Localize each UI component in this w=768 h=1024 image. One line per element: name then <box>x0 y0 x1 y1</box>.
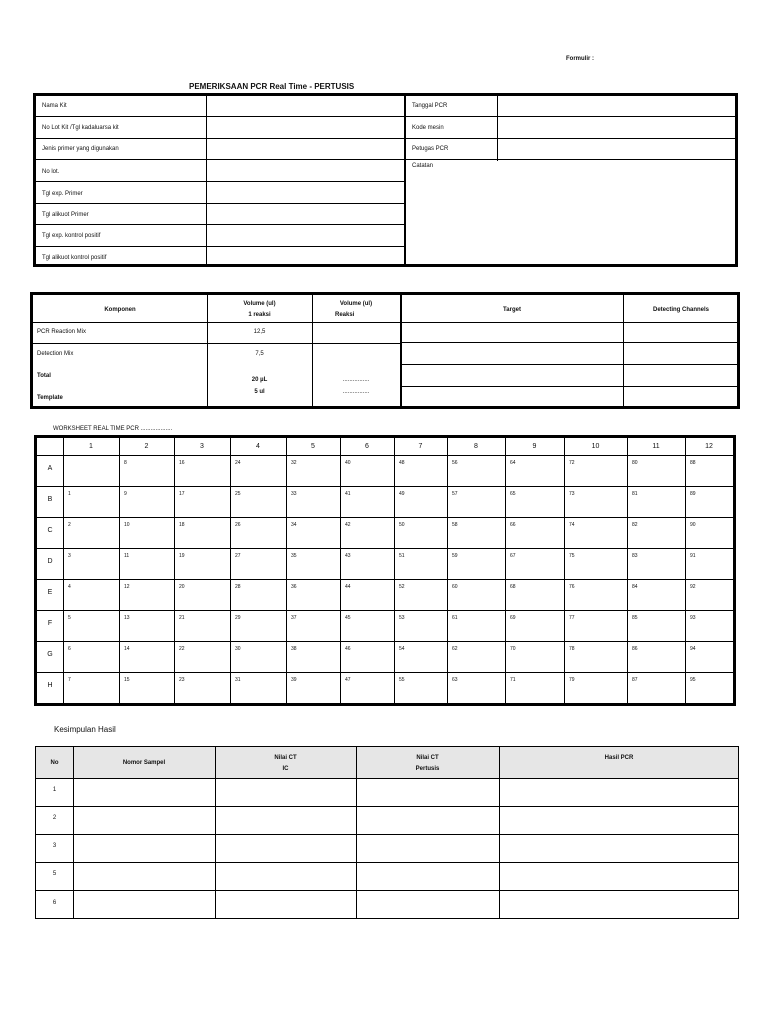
worksheet-cell-number: 47 <box>345 677 351 683</box>
label-catatan: Catatan <box>412 163 434 169</box>
label-nama-kit: Nama Kit <box>42 103 67 109</box>
volume-detection-mix: 7,5 <box>255 351 264 357</box>
worksheet-cell-number: 12 <box>124 584 130 590</box>
worksheet-column-header: 2 <box>144 443 149 450</box>
worksheet-cell-number: 53 <box>399 615 405 621</box>
result-row-number: 3 <box>52 843 57 849</box>
label-tgl-alikuot-primer: Tgl alikuot Primer <box>42 212 89 218</box>
worksheet-cell-number: 45 <box>345 615 351 621</box>
worksheet-cell-number: 83 <box>632 553 638 559</box>
worksheet-cell-number: 42 <box>345 522 351 528</box>
header-target: Target <box>503 307 521 313</box>
worksheet-cell-number: 79 <box>569 677 575 683</box>
worksheet-cell-number: 24 <box>235 460 241 466</box>
header-volume-2-line2: Reaksi <box>335 312 355 318</box>
worksheet-column-header: 9 <box>532 443 537 450</box>
header-komponen: Komponen <box>104 307 136 313</box>
worksheet-cell-number: 59 <box>452 553 458 559</box>
worksheet-cell-number: 68 <box>510 584 516 590</box>
worksheet-cell-number: 75 <box>569 553 575 559</box>
worksheet-column-header: 8 <box>474 443 478 450</box>
worksheet-cell-number: 20 <box>179 584 185 590</box>
worksheet-cell-number: 62 <box>452 646 458 652</box>
worksheet-cell-number: 15 <box>124 677 130 683</box>
worksheet-cell-number: 88 <box>690 460 696 466</box>
worksheet-cell-number: 50 <box>399 522 405 528</box>
worksheet-cell-number: 9 <box>124 491 127 497</box>
worksheet-cell-number: 55 <box>399 677 405 683</box>
worksheet-cell-number: 67 <box>510 553 516 559</box>
formulir-label: Formulir : <box>566 56 594 62</box>
worksheet-cell-number: 40 <box>345 460 351 466</box>
worksheet-cell-number: 78 <box>569 646 575 652</box>
worksheet-cell-number: 95 <box>690 677 696 683</box>
label-no-lot-kit: No Lot Kit /Tgl kadaluarsa kit <box>42 125 119 131</box>
worksheet-cell-number: 3 <box>68 553 71 559</box>
worksheet-row-header: C <box>47 527 53 534</box>
worksheet-column-header: 11 <box>652 443 660 450</box>
worksheet-row-header: D <box>47 558 53 565</box>
worksheet-cell-number: 58 <box>452 522 458 528</box>
header-volume-2-line1: Volume (ul) <box>339 301 373 307</box>
worksheet-cell-number: 80 <box>632 460 638 466</box>
worksheet-row-header: E <box>47 589 53 596</box>
worksheet-cell-number: 19 <box>179 553 185 559</box>
page-title: PEMERIKSAAN PCR Real Time - PERTUSIS <box>189 82 355 91</box>
template-reaction-dots: ................ <box>342 389 370 395</box>
row-pcr-reaction-mix: PCR Reaction Mix <box>37 329 87 335</box>
results-title: Kesimpulan Hasil <box>54 725 116 734</box>
worksheet-row-header: A <box>47 465 53 472</box>
worksheet-cell-number: 60 <box>452 584 458 590</box>
worksheet-cell-number: 26 <box>235 522 241 528</box>
worksheet-cell-number: 41 <box>345 491 351 497</box>
result-row-number: 1 <box>52 787 57 793</box>
worksheet-cell-number: 64 <box>510 460 516 466</box>
worksheet-cell-number: 69 <box>510 615 516 621</box>
volume-pcr-reaction-mix: 12,5 <box>253 329 266 335</box>
worksheet-row-header: B <box>47 496 53 503</box>
worksheet-cell-number: 10 <box>124 522 130 528</box>
worksheet-cell-number: 14 <box>124 646 130 652</box>
header-volume-1-line2: 1 reaksi <box>248 312 271 318</box>
header-ct-ic-line2: IC <box>282 766 289 772</box>
worksheet-cell-number: 35 <box>291 553 297 559</box>
worksheet-column-header: 4 <box>256 443 260 450</box>
worksheet-cell-number: 8 <box>124 460 127 466</box>
header-volume-1-line1: Volume (ul) <box>243 301 276 307</box>
worksheet-cell-number: 44 <box>345 584 351 590</box>
worksheet-cell-number: 21 <box>179 615 185 621</box>
worksheet-cell-number: 27 <box>235 553 241 559</box>
worksheet-cell-number: 2 <box>68 522 71 528</box>
total-reaction-dots: ................ <box>342 377 370 383</box>
worksheet-cell-number: 86 <box>632 646 638 652</box>
header-no: No <box>50 760 59 766</box>
result-row-number: 6 <box>52 900 57 906</box>
worksheet-cell-number: 29 <box>235 615 241 621</box>
worksheet-cell-number: 4 <box>68 584 71 590</box>
header-nomor-sampel: Nomor Sampel <box>122 760 166 766</box>
worksheet-cell-number: 73 <box>569 491 575 497</box>
worksheet-cell-number: 87 <box>632 677 638 683</box>
worksheet-cell-number: 32 <box>291 460 297 466</box>
worksheet-column-header: 1 <box>89 443 93 450</box>
header-ct-pertusis-line1: Nilai CT <box>416 755 439 761</box>
worksheet-cell-number: 82 <box>632 522 638 528</box>
worksheet-title: WORKSHEET REAL TIME PCR ................... <box>53 426 173 432</box>
worksheet-cell-number: 34 <box>291 522 297 528</box>
label-tanggal-pcr: Tanggal PCR <box>412 103 448 109</box>
worksheet-cell-number: 57 <box>452 491 458 497</box>
worksheet-cell-number: 48 <box>399 460 405 466</box>
total-volume: 20 µL <box>251 377 268 383</box>
worksheet-cell-number: 70 <box>510 646 516 652</box>
worksheet-cell-number: 94 <box>690 646 696 652</box>
label-no-lot: No lot. <box>42 169 60 175</box>
label-kode-mesin: Kode mesin <box>412 125 444 131</box>
results-table <box>35 746 739 919</box>
worksheet-cell-number: 5 <box>68 615 71 621</box>
worksheet-cell-number: 23 <box>179 677 185 683</box>
worksheet-cell-number: 22 <box>179 646 185 652</box>
worksheet-column-header: 10 <box>591 443 600 450</box>
worksheet-cell-number: 37 <box>291 615 297 621</box>
label-template: Template <box>37 395 63 401</box>
label-total: Total <box>37 373 51 379</box>
worksheet-cell-number: 61 <box>452 615 458 621</box>
worksheet-row-header: F <box>47 620 53 627</box>
worksheet-cell-number: 89 <box>690 491 696 497</box>
worksheet-cell-number: 74 <box>569 522 575 528</box>
worksheet-row-header: H <box>47 682 53 689</box>
worksheet-cell-number: 84 <box>632 584 638 590</box>
worksheet-cell-number: 36 <box>291 584 297 590</box>
worksheet-cell-number: 71 <box>510 677 516 683</box>
header-hasil-pcr: Hasil PCR <box>604 755 634 761</box>
worksheet-cell-number: 65 <box>510 491 516 497</box>
worksheet-cell-number: 66 <box>510 522 516 528</box>
worksheet-cell-number: 77 <box>569 615 575 621</box>
worksheet-cell-number: 51 <box>399 553 405 559</box>
header-ct-ic-line1: Nilai CT <box>274 755 297 761</box>
worksheet-cell-number: 93 <box>690 615 696 621</box>
worksheet-cell-number: 92 <box>690 584 696 590</box>
worksheet-cell-number: 91 <box>690 553 696 559</box>
worksheet-cell-number: 31 <box>235 677 241 683</box>
worksheet-cell-number: 6 <box>68 646 71 652</box>
worksheet-cell-number: 25 <box>235 491 241 497</box>
result-row-number: 5 <box>52 871 57 877</box>
worksheet-cell-number: 52 <box>399 584 405 590</box>
worksheet-column-header: 5 <box>311 443 315 450</box>
worksheet-column-header: 7 <box>418 443 423 450</box>
worksheet-column-header: 6 <box>365 443 369 450</box>
worksheet-column-header: 12 <box>705 443 713 450</box>
worksheet-cell-number: 33 <box>291 491 297 497</box>
worksheet-cell-number: 46 <box>345 646 351 652</box>
worksheet-cell-number: 63 <box>452 677 458 683</box>
worksheet-cell-number: 38 <box>291 646 297 652</box>
worksheet-cell-number: 16 <box>179 460 185 466</box>
worksheet-cell-number: 81 <box>632 491 638 497</box>
worksheet-cell-number: 56 <box>452 460 458 466</box>
worksheet-grid <box>34 435 736 706</box>
worksheet-column-header: 3 <box>200 443 204 450</box>
worksheet-cell-number: 1 <box>68 491 71 497</box>
worksheet-cell-number: 76 <box>569 584 575 590</box>
worksheet-cell-number: 18 <box>179 522 185 528</box>
worksheet-cell-number: 17 <box>179 491 185 497</box>
worksheet-cell-number: 90 <box>690 522 696 528</box>
worksheet-cell-number: 49 <box>399 491 405 497</box>
header-ct-pertusis-line2: Pertusis <box>415 766 440 772</box>
label-jenis-primer: Jenis primer yang digunakan <box>42 146 119 152</box>
worksheet-cell-number: 28 <box>235 584 241 590</box>
worksheet-cell-number: 43 <box>345 553 351 559</box>
result-row-number: 2 <box>52 815 57 821</box>
worksheet-cell-number: 39 <box>291 677 297 683</box>
worksheet-cell-number: 13 <box>124 615 130 621</box>
kit-info-table <box>33 93 738 267</box>
component-table <box>30 292 740 409</box>
worksheet-cell-number: 54 <box>399 646 405 652</box>
worksheet-cell-number: 30 <box>235 646 241 652</box>
worksheet-cell-number: 72 <box>569 460 575 466</box>
worksheet-cell-number: 85 <box>632 615 638 621</box>
label-tgl-alikuot-kontrol: Tgl alikuot kontrol positif <box>42 255 107 261</box>
label-petugas-pcr: Petugas PCR <box>412 146 449 152</box>
row-detection-mix: Detection Mix <box>37 351 74 357</box>
worksheet-row-header: G <box>47 651 53 658</box>
label-tgl-exp-primer: Tgl exp. Primer <box>42 191 83 197</box>
worksheet-cell-number: 7 <box>68 677 71 683</box>
header-detecting-channels: Detecting Channels <box>652 307 709 313</box>
label-tgl-exp-kontrol: Tgl exp. kontrol positif <box>42 233 101 239</box>
worksheet-cell-number: 11 <box>124 553 130 559</box>
template-volume: 5 ul <box>254 389 265 395</box>
